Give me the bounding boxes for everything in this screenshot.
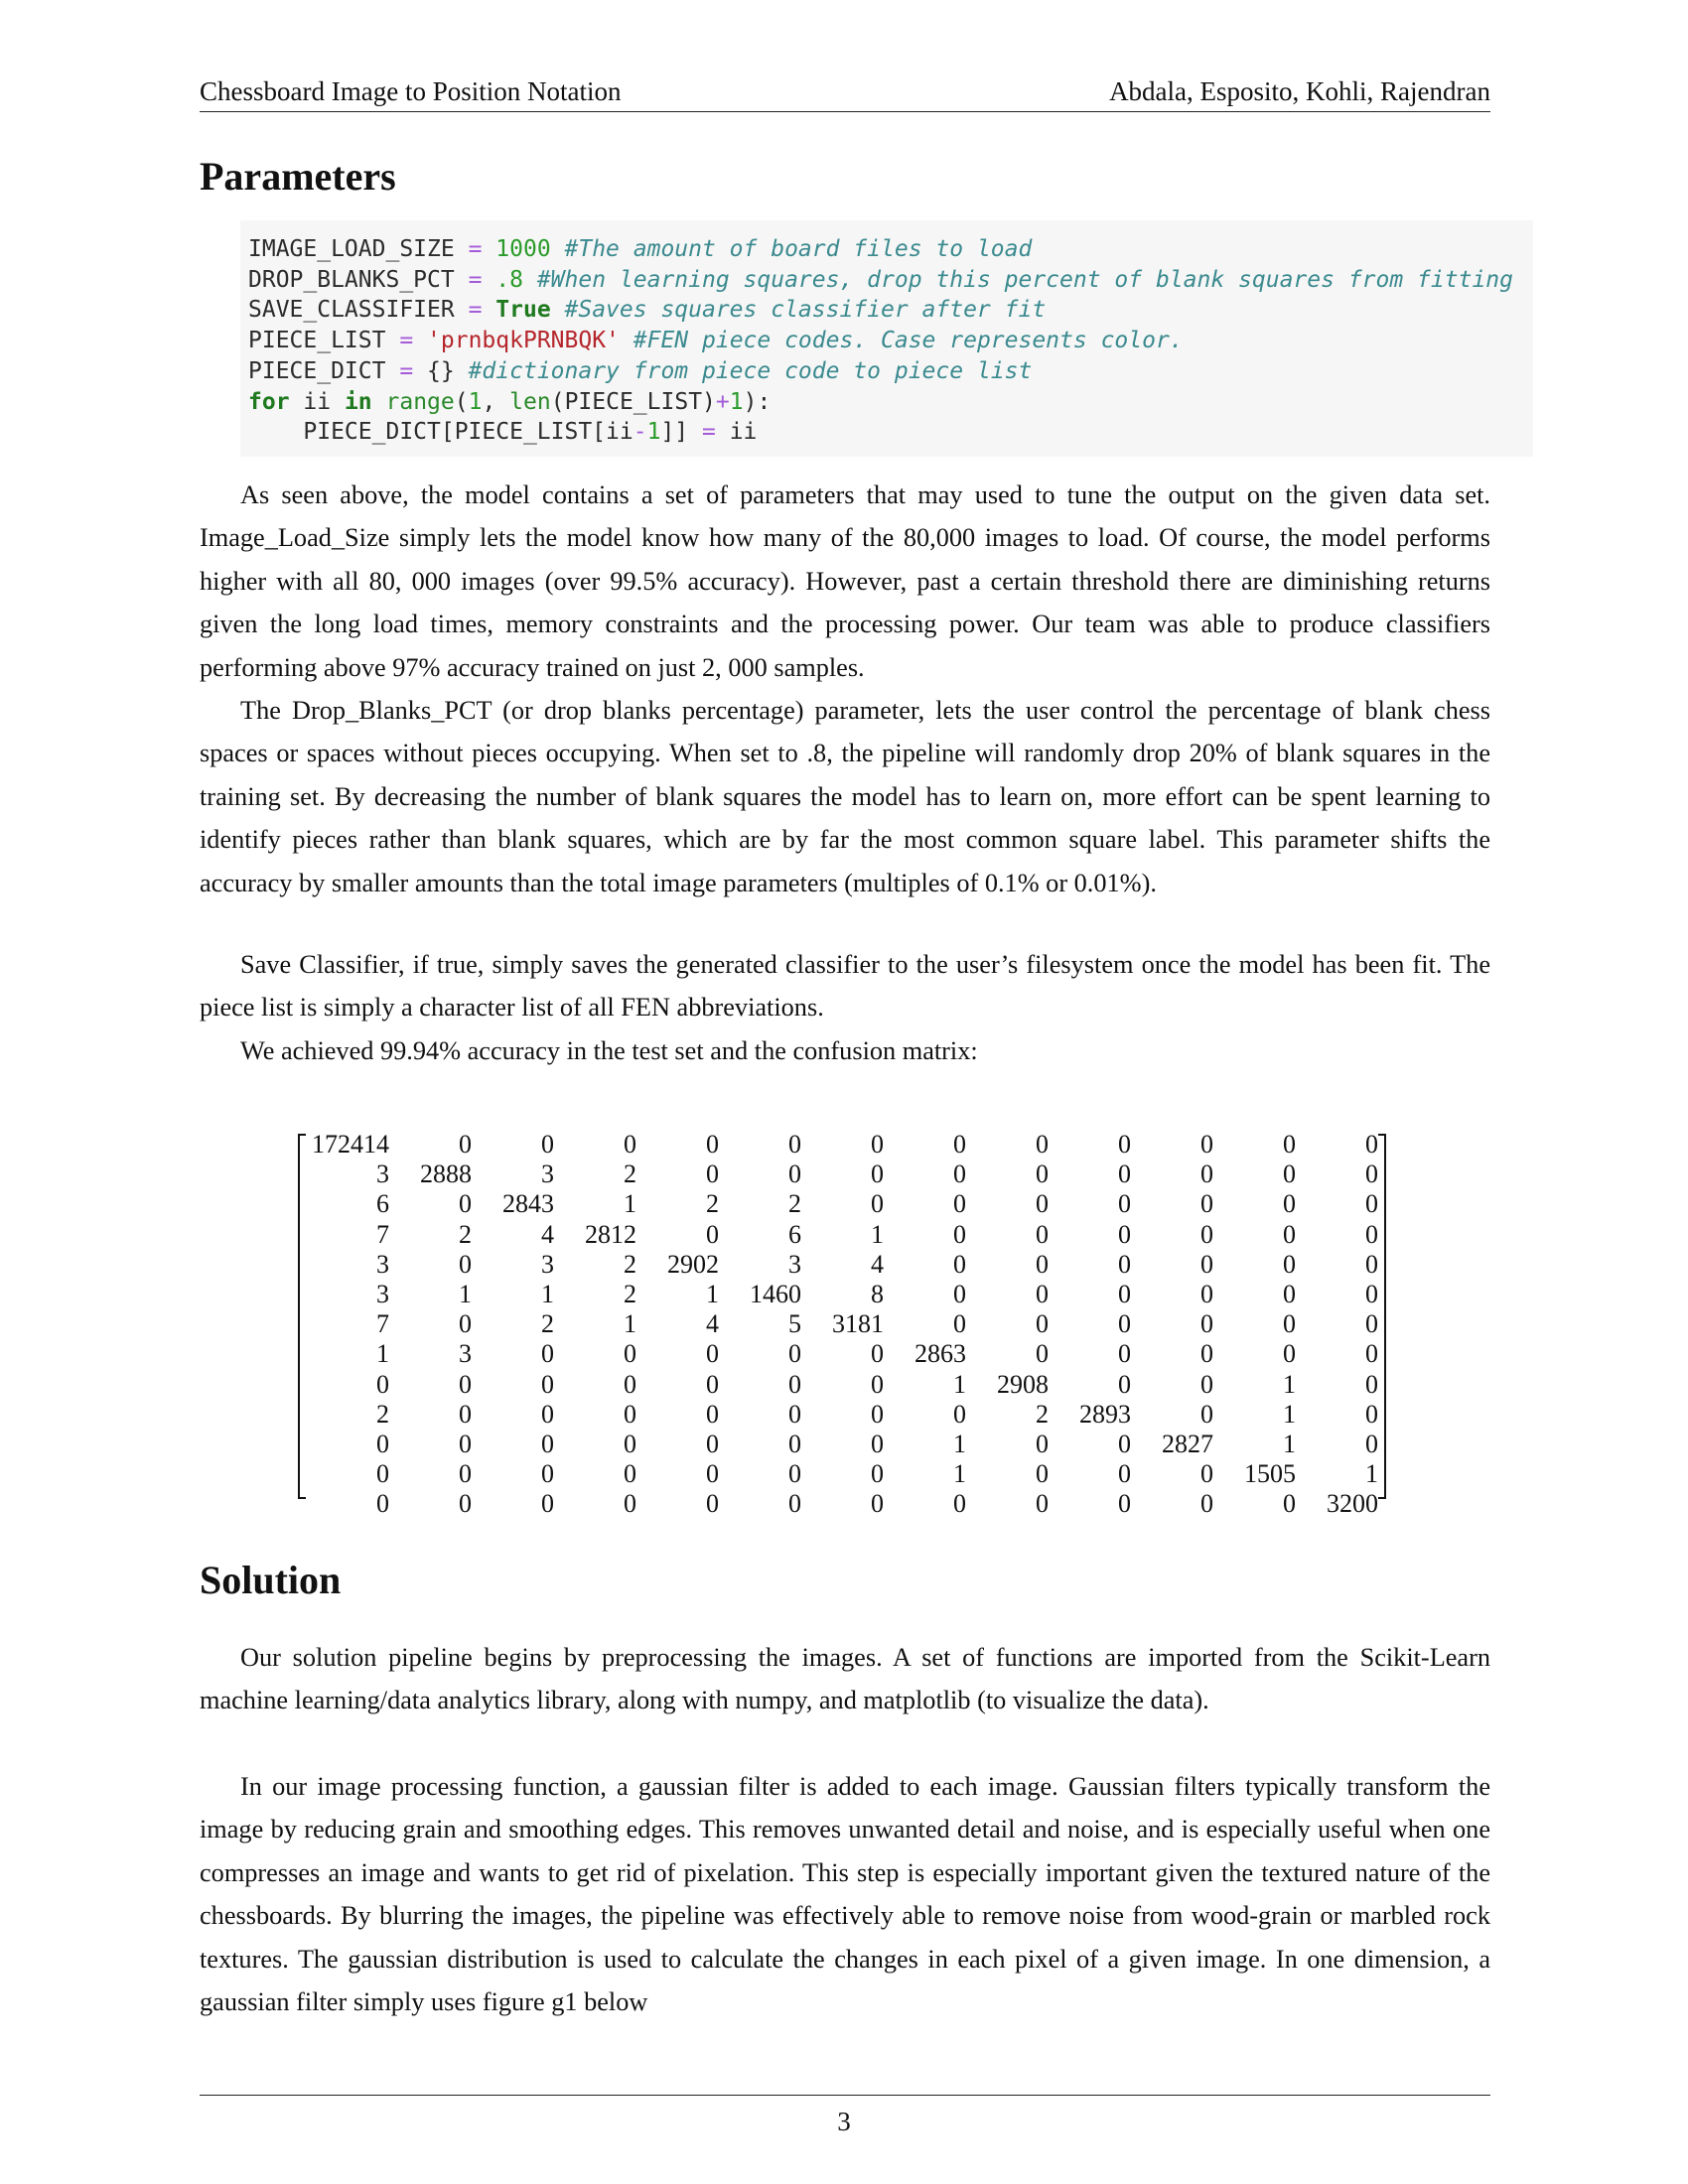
matrix-cell: 7 — [376, 1219, 389, 1249]
matrix-cell: 0 — [624, 1369, 636, 1399]
matrix-cell: 0 — [1118, 1489, 1131, 1519]
code-token: #Saves squares classifier after fit — [550, 297, 1047, 324]
section-heading-solution: Solution — [200, 1558, 342, 1602]
matrix-cell: 2 — [624, 1249, 636, 1279]
code-line — [248, 326, 1513, 356]
matrix-cell: 0 — [459, 1189, 472, 1219]
code-token: = — [399, 357, 414, 384]
code-token: , — [482, 388, 510, 415]
matrix-cell: 0 — [706, 1489, 719, 1519]
matrix-cell: 0 — [1200, 1249, 1213, 1279]
matrix-cell: 0 — [706, 1399, 719, 1429]
matrix-cell: 0 — [953, 1280, 966, 1309]
matrix-cell: 2902 — [667, 1249, 719, 1279]
code-line — [248, 234, 1513, 265]
matrix-cell: 0 — [1200, 1369, 1213, 1399]
code-line — [248, 265, 1513, 296]
matrix-cell: 0 — [624, 1430, 636, 1459]
paragraph-pipeline: Our solution pipeline begins by preprocessing the images. A set of functions are imported from the Scikit-Learn machine learning/data analytics library, along with numpy, and matplotlib (to visualize the data). — [200, 1643, 1490, 1715]
matrix-cell: 8 — [871, 1280, 884, 1309]
matrix-cell: 1 — [1283, 1430, 1296, 1459]
matrix-cell: 3200 — [1327, 1489, 1378, 1519]
matrix-cell: 0 — [788, 1130, 801, 1159]
matrix-cell: 0 — [871, 1489, 884, 1519]
code-token: 1 — [646, 419, 661, 446]
matrix-cell: 0 — [376, 1489, 389, 1519]
running-authors: Abdala, Esposito, Kohli, Rajendran — [1109, 76, 1490, 106]
matrix-cell: 0 — [1200, 1280, 1213, 1309]
matrix-cell: 0 — [953, 1130, 966, 1159]
matrix-cell: 5 — [788, 1309, 801, 1339]
paragraph-image-load-size: As seen above, the model contains a set of parameters that may used to tune the output on the given data set. Image_Load_Size simply lets the model know how many of the 80,000 images to load. Of course, the model performs higher with all 80, 000 images (over 99.5% accuracy). However, past a certain threshold there are diminishing returns given the long load times, memory constraints and the processing power. Our team was able to produce classifiers performing above 97% accuracy trained on just 2, 000 samples. — [200, 480, 1490, 682]
matrix-cell: 0 — [376, 1459, 389, 1489]
matrix-cell: 0 — [706, 1459, 719, 1489]
matrix-cell: 0 — [1365, 1430, 1378, 1459]
matrix-row — [298, 1430, 1378, 1459]
matrix-cell: 0 — [706, 1160, 719, 1189]
matrix-cell: 2888 — [420, 1160, 472, 1189]
matrix-cell: 2863 — [914, 1339, 966, 1369]
matrix-cell: 0 — [1200, 1309, 1213, 1339]
matrix-cell: 0 — [541, 1489, 554, 1519]
matrix-cell: 0 — [459, 1459, 472, 1489]
matrix-cell: 2 — [541, 1309, 554, 1339]
matrix-cell: 0 — [541, 1369, 554, 1399]
matrix-cell: 0 — [624, 1489, 636, 1519]
matrix-cell: 0 — [871, 1369, 884, 1399]
matrix-cell: 1 — [953, 1430, 966, 1459]
matrix-cell: 3 — [541, 1249, 554, 1279]
code-token: #When learning squares, drop this percent of blank squares from fitting — [522, 266, 1513, 293]
matrix-cell: 2827 — [1162, 1430, 1213, 1459]
code-token: (PIECE_LIST) — [550, 388, 716, 415]
matrix-right-bracket — [1378, 1134, 1386, 1499]
matrix-cell: 0 — [871, 1459, 884, 1489]
matrix-cell: 1 — [953, 1459, 966, 1489]
matrix-cell: 0 — [541, 1430, 554, 1459]
matrix-cell: 0 — [788, 1369, 801, 1399]
matrix-cell: 0 — [624, 1399, 636, 1429]
matrix-cell: 0 — [1365, 1309, 1378, 1339]
matrix-cell: 3 — [788, 1249, 801, 1279]
matrix-cell: 0 — [1283, 1339, 1296, 1369]
matrix-cell: 0 — [1365, 1189, 1378, 1219]
matrix-cell: 3 — [376, 1160, 389, 1189]
code-token: in — [344, 388, 372, 415]
matrix-cell: 0 — [1200, 1189, 1213, 1219]
matrix-cell: 0 — [1118, 1309, 1131, 1339]
code-line — [248, 387, 1513, 418]
matrix-cell: 0 — [871, 1160, 884, 1189]
code-token: - — [633, 419, 647, 446]
matrix-cell: 0 — [1118, 1459, 1131, 1489]
matrix-cell: 0 — [459, 1369, 472, 1399]
matrix-cell: 0 — [1118, 1189, 1131, 1219]
code-token: DROP_BLANKS_PCT — [248, 266, 469, 293]
matrix-row — [298, 1130, 1378, 1160]
matrix-cell: 2 — [706, 1189, 719, 1219]
code-token: .8 — [495, 266, 523, 293]
code-token — [482, 236, 495, 262]
matrix-row — [298, 1160, 1378, 1189]
matrix-cell: 1 — [376, 1339, 389, 1369]
footer-rule — [200, 2095, 1490, 2096]
matrix-cell: 0 — [1365, 1339, 1378, 1369]
code-token: #The amount of board files to load — [550, 236, 1033, 262]
matrix-cell: 1 — [1283, 1399, 1296, 1429]
matrix-cell: 0 — [1200, 1399, 1213, 1429]
code-token: True — [495, 297, 551, 324]
matrix-cell: 0 — [788, 1430, 801, 1459]
matrix-row — [298, 1339, 1378, 1369]
matrix-cell: 0 — [1200, 1160, 1213, 1189]
matrix-cell: 1 — [624, 1309, 636, 1339]
matrix-cell: 3 — [541, 1160, 554, 1189]
matrix-cell: 1 — [459, 1280, 472, 1309]
matrix-cell: 0 — [1283, 1130, 1296, 1159]
matrix-row — [298, 1370, 1378, 1400]
code-token: PIECE_LIST — [248, 328, 400, 354]
matrix-cell: 0 — [706, 1369, 719, 1399]
code-token: range — [385, 388, 455, 415]
code-token: SAVE_CLASSIFIER — [248, 297, 469, 324]
matrix-cell: 0 — [1200, 1130, 1213, 1159]
matrix-cell: 0 — [1036, 1459, 1049, 1489]
matrix-cell: 0 — [459, 1489, 472, 1519]
matrix-row — [298, 1220, 1378, 1250]
matrix-cell: 0 — [624, 1339, 636, 1369]
matrix-cell: 0 — [1118, 1430, 1131, 1459]
matrix-cell: 0 — [376, 1430, 389, 1459]
matrix-cell: 4 — [541, 1219, 554, 1249]
matrix-cell: 3 — [376, 1249, 389, 1279]
matrix-cell: 0 — [1365, 1399, 1378, 1429]
matrix-cell: 0 — [871, 1399, 884, 1429]
matrix-cell: 0 — [624, 1130, 636, 1159]
matrix-cell: 6 — [376, 1189, 389, 1219]
matrix-cell: 0 — [1118, 1369, 1131, 1399]
matrix-cell: 0 — [1036, 1249, 1049, 1279]
code-token — [482, 267, 495, 293]
confusion-matrix — [298, 1130, 1378, 1520]
matrix-cell: 0 — [1118, 1219, 1131, 1249]
matrix-cell: 1 — [624, 1189, 636, 1219]
matrix-cell: 6 — [788, 1219, 801, 1249]
paragraph-accuracy: We achieved 99.94% accuracy in the test set and the confusion matrix: — [240, 1036, 978, 1065]
code-line — [248, 417, 1513, 448]
page-number: 3 — [837, 2107, 851, 2136]
matrix-cell: 3 — [376, 1280, 389, 1309]
matrix-cell: 0 — [1283, 1489, 1296, 1519]
matrix-cell: 1 — [1365, 1459, 1378, 1489]
matrix-cell: 0 — [1200, 1339, 1213, 1369]
matrix-cell: 0 — [871, 1130, 884, 1159]
matrix-cell: 0 — [541, 1459, 554, 1489]
matrix-row — [298, 1250, 1378, 1280]
matrix-left-bracket — [298, 1134, 306, 1499]
code-token — [413, 328, 427, 353]
matrix-cell: 0 — [1036, 1219, 1049, 1249]
matrix-cell: 0 — [624, 1459, 636, 1489]
matrix-cell: 1 — [953, 1369, 966, 1399]
matrix-cell: 0 — [459, 1309, 472, 1339]
running-title: Chessboard Image to Position Notation — [200, 76, 622, 106]
matrix-cell: 0 — [1200, 1459, 1213, 1489]
matrix-cell: 1 — [1283, 1369, 1296, 1399]
matrix-cell: 0 — [1283, 1160, 1296, 1189]
matrix-cell: 0 — [871, 1430, 884, 1459]
matrix-cell: 0 — [871, 1189, 884, 1219]
matrix-cell: 172414 — [312, 1130, 389, 1159]
matrix-cell: 0 — [1036, 1489, 1049, 1519]
paragraph-save-classifier: Save Classifier, if true, simply saves the generated classifier to the user’s filesystem once the model has been fit. The piece list is simply a character list of all FEN abbreviations. — [200, 950, 1490, 1023]
matrix-cell: 0 — [788, 1459, 801, 1489]
matrix-cell: 7 — [376, 1309, 389, 1339]
matrix-cell: 1460 — [750, 1280, 801, 1309]
matrix-cell: 0 — [1200, 1219, 1213, 1249]
matrix-cell: 0 — [1283, 1189, 1296, 1219]
matrix-cell: 0 — [1036, 1280, 1049, 1309]
matrix-cell: 1 — [541, 1280, 554, 1309]
code-token: 1000 — [495, 236, 551, 262]
matrix-cell: 2908 — [997, 1369, 1049, 1399]
matrix-cell: 2 — [376, 1399, 389, 1429]
code-token: = — [702, 419, 716, 446]
matrix-cell: 0 — [788, 1399, 801, 1429]
matrix-cell: 0 — [953, 1189, 966, 1219]
matrix-cell: 2 — [459, 1219, 472, 1249]
code-token: {} — [413, 357, 469, 384]
section-heading-parameters: Parameters — [200, 154, 396, 199]
matrix-cell: 0 — [1365, 1369, 1378, 1399]
matrix-cell: 0 — [459, 1130, 472, 1159]
code-token: ( — [454, 388, 469, 415]
matrix-cell: 0 — [1365, 1219, 1378, 1249]
matrix-cell: 0 — [706, 1339, 719, 1369]
matrix-row — [298, 1459, 1378, 1489]
matrix-cell: 3181 — [832, 1309, 884, 1339]
matrix-cell: 0 — [953, 1160, 966, 1189]
code-token: for — [248, 388, 290, 415]
matrix-cell: 0 — [1283, 1280, 1296, 1309]
matrix-cell: 0 — [788, 1489, 801, 1519]
matrix-row — [298, 1309, 1378, 1339]
code-token: ): — [743, 388, 772, 415]
code-token: #dictionary from piece code to piece list — [468, 357, 1033, 384]
matrix-cell: 0 — [541, 1399, 554, 1429]
matrix-cell: 0 — [459, 1399, 472, 1429]
matrix-cell: 0 — [1036, 1339, 1049, 1369]
matrix-cell: 1 — [871, 1219, 884, 1249]
code-token: ]] — [660, 419, 702, 446]
code-block — [240, 220, 1533, 457]
code-token: + — [715, 388, 730, 415]
matrix-cell: 0 — [1283, 1309, 1296, 1339]
code-line — [248, 295, 1513, 326]
header-rule — [200, 111, 1490, 112]
matrix-cell: 0 — [1036, 1189, 1049, 1219]
matrix-row — [298, 1280, 1378, 1309]
matrix-cell: 2 — [788, 1189, 801, 1219]
code-token: PIECE_DICT[PIECE_LIST[ii — [248, 419, 633, 446]
code-token: 'prnbqkPRNBQK' — [427, 328, 620, 354]
matrix-cell: 0 — [1200, 1489, 1213, 1519]
paragraph-drop-blanks: The Drop_Blanks_PCT (or drop blanks percentage) parameter, lets the user control the percentage of blank chess spaces or spaces without pieces occupying. When set to .8, the pipeline will randomly drop 20% of blank squares in the training set. By decreasing the number of blank squares the model has to learn on, more effort can be spent learning to identify pieces rather than blank squares, which are by far the most common square label. This parameter shifts the accuracy by smaller amounts than the total image parameters (multiples of 0.1% or 0.01%). — [200, 696, 1490, 897]
matrix-cell: 0 — [953, 1309, 966, 1339]
matrix-cell: 0 — [1118, 1249, 1131, 1279]
matrix-cell: 0 — [1365, 1280, 1378, 1309]
matrix-cell: 0 — [953, 1489, 966, 1519]
matrix-cell: 1505 — [1244, 1459, 1296, 1489]
code-token: 1 — [729, 388, 744, 415]
confusion-matrix-table — [298, 1130, 1378, 1520]
matrix-cell: 4 — [871, 1249, 884, 1279]
paragraph-gaussian-filter: In our image processing function, a gaussian filter is added to each image. Gaussian filters typically transform the image by reducing grain and smoothing edges. This removes unwanted detail and noise, and is especially useful when one compresses an image and wants to get rid of pixelation. This step is especially important given the textured nature of the chessboards. By blurring the images, the pipeline was effectively able to remove noise from wood-grain or marbled rock textures. The gaussian distribution is used to calculate the changes in each pixel of a given image. In one dimension, a gaussian filter simply uses figure g1 below — [200, 1772, 1490, 2017]
matrix-row — [298, 1400, 1378, 1430]
matrix-cell: 0 — [1036, 1130, 1049, 1159]
matrix-cell: 0 — [788, 1339, 801, 1369]
matrix-cell: 0 — [1118, 1130, 1131, 1159]
matrix-cell: 0 — [1118, 1280, 1131, 1309]
matrix-cell: 4 — [706, 1309, 719, 1339]
matrix-cell: 0 — [1036, 1160, 1049, 1189]
matrix-cell: 0 — [541, 1130, 554, 1159]
matrix-cell: 0 — [1283, 1219, 1296, 1249]
code-token: 1 — [468, 388, 483, 415]
code-token — [372, 389, 386, 415]
matrix-cell: 2893 — [1079, 1399, 1131, 1429]
matrix-cell: 2812 — [585, 1219, 636, 1249]
matrix-cell: 0 — [541, 1339, 554, 1369]
matrix-cell: 0 — [953, 1219, 966, 1249]
code-token: = — [399, 328, 414, 354]
matrix-cell: 2 — [1036, 1399, 1049, 1429]
code-token: len — [509, 388, 551, 415]
matrix-cell: 0 — [953, 1249, 966, 1279]
matrix-row — [298, 1189, 1378, 1219]
code-token: = — [468, 297, 483, 324]
matrix-cell: 0 — [1283, 1249, 1296, 1279]
code-token: ii — [715, 419, 758, 446]
matrix-cell: 0 — [706, 1430, 719, 1459]
code-token — [482, 297, 495, 323]
matrix-cell: 2843 — [502, 1189, 554, 1219]
code-token: = — [468, 266, 483, 293]
code-token: IMAGE_LOAD_SIZE — [248, 236, 469, 262]
matrix-cell: 0 — [459, 1249, 472, 1279]
matrix-cell: 0 — [1365, 1249, 1378, 1279]
matrix-cell: 0 — [953, 1399, 966, 1429]
code-listing — [248, 234, 1513, 448]
matrix-cell: 0 — [1036, 1309, 1049, 1339]
matrix-cell: 3 — [459, 1339, 472, 1369]
matrix-cell: 0 — [1365, 1130, 1378, 1159]
matrix-cell: 0 — [788, 1160, 801, 1189]
matrix-cell: 0 — [1036, 1430, 1049, 1459]
matrix-cell: 0 — [376, 1369, 389, 1399]
code-token: ii — [289, 388, 345, 415]
running-header — [200, 75, 1490, 107]
matrix-cell: 0 — [1118, 1160, 1131, 1189]
code-token: = — [468, 236, 483, 262]
matrix-row — [298, 1489, 1378, 1519]
matrix-cell: 0 — [459, 1430, 472, 1459]
code-token: #FEN piece codes. Case represents color. — [619, 328, 1184, 354]
matrix-cell: 1 — [706, 1280, 719, 1309]
matrix-cell: 0 — [706, 1130, 719, 1159]
matrix-cell: 2 — [624, 1280, 636, 1309]
matrix-cell: 2 — [624, 1160, 636, 1189]
matrix-cell: 0 — [871, 1339, 884, 1369]
code-token: PIECE_DICT — [248, 357, 400, 384]
code-line — [248, 356, 1513, 387]
matrix-cell: 0 — [706, 1219, 719, 1249]
matrix-cell: 0 — [1118, 1339, 1131, 1369]
matrix-cell: 0 — [1365, 1160, 1378, 1189]
